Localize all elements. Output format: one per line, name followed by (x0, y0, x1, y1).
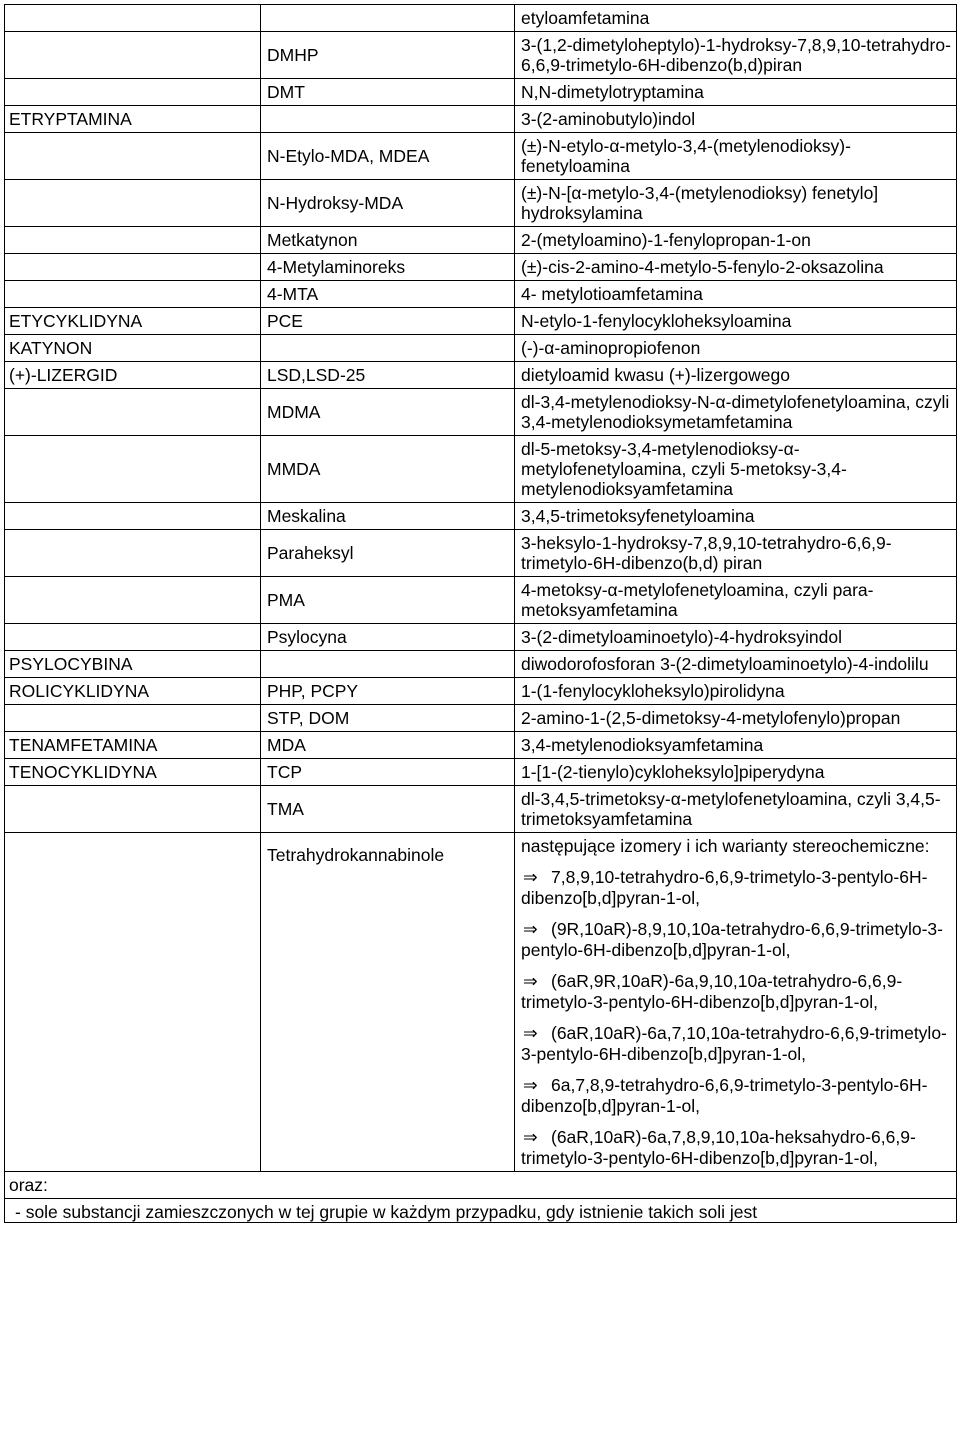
group-name-cell (5, 281, 261, 308)
substance-name-cell (261, 651, 515, 678)
chemical-name-cell: N,N-dimetylotryptamina (515, 79, 957, 106)
substance-name-cell: Metkatynon (261, 227, 515, 254)
chemical-name-cell: dl-3,4,5-trimetoksy-α-metylofenetyloamina, czyli 3,4,5-trimetoksyamfetamina (515, 786, 957, 833)
chemical-name-cell: 3-(1,2-dimetyloheptylo)-1-hydroksy-7,8,9,10-tetrahydro-6,6,9-trimetylo-6H-dibenzo(b,d)piran (515, 32, 957, 79)
chemical-name-cell: (±)-N-[α-metylo-3,4-(metylenodioksy) fenetylo] hydroksylamina (515, 180, 957, 227)
chemical-name-cell: diwodorofosforan 3-(2-dimetyloaminoetylo)-4-indolilu (515, 651, 957, 678)
group-name-cell (5, 254, 261, 281)
substance-name-cell: PMA (261, 577, 515, 624)
substance-name-cell: Meskalina (261, 503, 515, 530)
chemical-name-cell: (±)-N-etylo-α-metylo-3,4-(metylenodioksy)-fenetyloamina (515, 133, 957, 180)
isomer-item (521, 1126, 952, 1168)
chemical-name-cell: 3,4,5-trimetoksyfenetyloamina (515, 503, 957, 530)
chemical-name-cell: 3-(2-dimetyloaminoetylo)-4-hydroksyindol (515, 624, 957, 651)
group-name-cell (5, 503, 261, 530)
isomer-name: (9R,10aR)-8,9,10,10a-tetrahydro-6,6,9-trimetylo-3-pentylo-6H-dibenzo[b,d]pyran-1-ol, (521, 919, 943, 960)
substance-name-cell: Tetrahydrokannabinole (261, 833, 515, 1172)
substance-name-cell: PHP, PCPY (261, 678, 515, 705)
chemical-name-cell: etyloamfetamina (515, 5, 957, 32)
table-row (5, 577, 957, 624)
table-row-thc (5, 833, 957, 1172)
table-row (5, 651, 957, 678)
chemical-name-cell: N-etylo-1-fenylocykloheksyloamina (515, 308, 957, 335)
isomer-list-intro: następujące izomery i ich warianty stereochemiczne: (521, 836, 930, 856)
group-name-cell (5, 436, 261, 503)
salts-note: - sole substancji zamieszczonych w tej grupie w każdym przypadku, gdy istnienie takich soli jest (5, 1198, 956, 1222)
chemical-name-cell: 4- metylotioamfetamina (515, 281, 957, 308)
group-name-cell: TENOCYKLIDYNA (5, 759, 261, 786)
group-name-cell: ROLICYKLIDYNA (5, 678, 261, 705)
table-row (5, 308, 957, 335)
isomer-item (521, 918, 952, 970)
isomer-name: (6aR,9R,10aR)-6a,9,10,10a-tetrahydro-6,6,9-trimetylo-3-pentylo-6H-dibenzo[b,d]pyran-1-ol, (521, 971, 903, 1012)
chemical-name-cell: 1-(1-fenylocykloheksylo)pirolidyna (515, 678, 957, 705)
chemical-name-cell: 3-(2-aminobutylo)indol (515, 106, 957, 133)
chemical-name-cell: (-)-α-aminopropiofenon (515, 335, 957, 362)
group-name-cell: ETRYPTAMINA (5, 106, 261, 133)
substance-name-cell: Paraheksyl (261, 530, 515, 577)
table-row (5, 79, 957, 106)
table-row (5, 389, 957, 436)
table-row (5, 732, 957, 759)
group-name-cell (5, 786, 261, 833)
footer-cell (5, 1172, 957, 1223)
table-row (5, 624, 957, 651)
substance-name-cell: MMDA (261, 436, 515, 503)
table-row (5, 786, 957, 833)
group-name-cell (5, 624, 261, 651)
table-row (5, 254, 957, 281)
substance-list-document (4, 4, 956, 1223)
group-name-cell: TENAMFETAMINA (5, 732, 261, 759)
chemical-name-cell: 4-metoksy-α-metylofenetyloamina, czyli para-metoksyamfetamina (515, 577, 957, 624)
substance-name-cell: LSD,LSD-25 (261, 362, 515, 389)
substance-name-cell: TCP (261, 759, 515, 786)
chemical-name-cell: dietyloamid kwasu (+)-lizergowego (515, 362, 957, 389)
group-name-cell (5, 227, 261, 254)
isomer-name: (6aR,10aR)-6a,7,10,10a-tetrahydro-6,6,9-trimetylo-3-pentylo-6H-dibenzo[b,d]pyran-1-ol, (521, 1023, 947, 1064)
substance-table-body (5, 5, 957, 1223)
table-row (5, 106, 957, 133)
implies-arrow-icon: ⇒ (523, 868, 538, 888)
isomer-item (521, 866, 952, 918)
group-name-cell (5, 32, 261, 79)
substance-name-cell: 4-MTA (261, 281, 515, 308)
isomer-item (521, 970, 952, 1022)
substance-name-cell (261, 335, 515, 362)
isomer-name: 7,8,9,10-tetrahydro-6,6,9-trimetylo-3-pentylo-6H-dibenzo[b,d]pyran-1-ol, (521, 867, 928, 908)
group-name-cell (5, 5, 261, 32)
table-row (5, 5, 957, 32)
substance-name-cell (261, 106, 515, 133)
oraz-label: oraz: (9, 1175, 48, 1195)
group-name-cell (5, 79, 261, 106)
group-name-cell: (+)-LIZERGID (5, 362, 261, 389)
chemical-name-cell: 3,4-metylenodioksyamfetamina (515, 732, 957, 759)
footer-row (5, 1172, 957, 1223)
table-row (5, 281, 957, 308)
isomer-list-cell (515, 833, 957, 1172)
substance-name-cell: MDMA (261, 389, 515, 436)
isomer-item (521, 1022, 952, 1074)
substance-name-cell: PCE (261, 308, 515, 335)
chemical-name-cell: 1-[1-(2-tienylo)cykloheksylo]piperydyna (515, 759, 957, 786)
table-row (5, 180, 957, 227)
chemical-name-cell: (±)-cis-2-amino-4-metylo-5-fenylo-2-oksazolina (515, 254, 957, 281)
implies-arrow-icon: ⇒ (523, 920, 538, 940)
implies-arrow-icon: ⇒ (523, 1076, 538, 1096)
substance-table (4, 4, 957, 1223)
table-row (5, 759, 957, 786)
implies-arrow-icon: ⇒ (523, 1024, 538, 1044)
implies-arrow-icon: ⇒ (523, 1128, 538, 1148)
table-row (5, 133, 957, 180)
group-name-cell: ETYCYKLIDYNA (5, 308, 261, 335)
isomer-name: (6aR,10aR)-6a,7,8,9,10,10a-heksahydro-6,6,9-trimetylo-3-pentylo-6H-dibenzo[b,d]pyran-1-ol, (521, 1127, 916, 1168)
table-row (5, 530, 957, 577)
table-row (5, 436, 957, 503)
isomer-name: 6a,7,8,9-tetrahydro-6,6,9-trimetylo-3-pentylo-6H-dibenzo[b,d]pyran-1-ol, (521, 1075, 928, 1116)
substance-name-cell: N-Etylo-MDA, MDEA (261, 133, 515, 180)
substance-name-cell: MDA (261, 732, 515, 759)
group-name-cell (5, 389, 261, 436)
group-name-cell (5, 833, 261, 1172)
substance-name-cell: 4-Metylaminoreks (261, 254, 515, 281)
substance-name-cell: DMT (261, 79, 515, 106)
group-name-cell (5, 705, 261, 732)
group-name-cell (5, 133, 261, 180)
substance-name-cell: STP, DOM (261, 705, 515, 732)
group-name-cell (5, 530, 261, 577)
substance-name-cell: N-Hydroksy-MDA (261, 180, 515, 227)
substance-name-cell: DMHP (261, 32, 515, 79)
substance-name-cell (261, 5, 515, 32)
group-name-cell (5, 180, 261, 227)
implies-arrow-icon: ⇒ (523, 972, 538, 992)
substance-name-cell: TMA (261, 786, 515, 833)
table-row (5, 32, 957, 79)
table-row (5, 705, 957, 732)
substance-name-cell: Psylocyna (261, 624, 515, 651)
group-name-cell: PSYLOCYBINA (5, 651, 261, 678)
table-row (5, 227, 957, 254)
chemical-name-cell: 3-heksylo-1-hydroksy-7,8,9,10-tetrahydro-6,6,9-trimetylo-6H-dibenzo(b,d) piran (515, 530, 957, 577)
group-name-cell (5, 577, 261, 624)
group-name-cell: KATYNON (5, 335, 261, 362)
isomer-item (521, 1074, 952, 1126)
chemical-name-cell: 2-amino-1-(2,5-dimetoksy-4-metylofenylo)propan (515, 705, 957, 732)
table-row (5, 362, 957, 389)
chemical-name-cell: dl-3,4-metylenodioksy-N-α-dimetylofenetyloamina, czyli 3,4-metylenodioksymetamfetamina (515, 389, 957, 436)
chemical-name-cell: 2-(metyloamino)-1-fenylopropan-1-on (515, 227, 957, 254)
chemical-name-cell: dl-5-metoksy-3,4-metylenodioksy-α-metylofenetyloamina, czyli 5-metoksy-3,4-metylenodioksyamfetamina (515, 436, 957, 503)
table-row (5, 503, 957, 530)
table-row (5, 335, 957, 362)
table-row (5, 678, 957, 705)
